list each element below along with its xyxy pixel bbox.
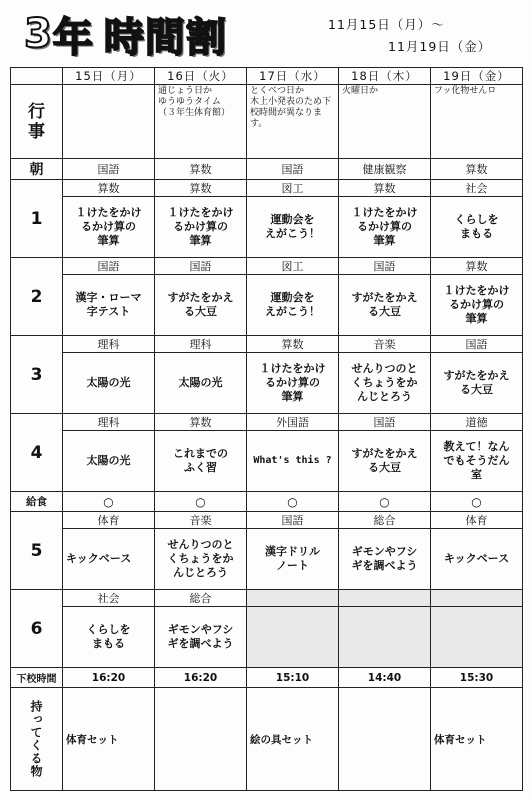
lunch-mark: ○ [339, 492, 431, 512]
lunch-mark: ○ [155, 492, 247, 512]
bring-item: 体育セット [431, 688, 523, 791]
period-subject: 体育 [63, 512, 155, 529]
period-subject: 図工 [247, 258, 339, 275]
period-topic: 運動会を えがこう！ [247, 275, 339, 336]
period-topic: 太陽の光 [63, 431, 155, 492]
period-subject: 算数 [155, 414, 247, 431]
corner-cell [11, 68, 63, 85]
period-topic: １けたをかけ るかけ算の 筆算 [155, 197, 247, 258]
period-subject: 理科 [63, 414, 155, 431]
day-header: 16日（火） [155, 68, 247, 85]
dismissal-time: 16:20 [155, 668, 247, 688]
lunch-mark: ○ [63, 492, 155, 512]
period-topic: くらしを まもる [63, 607, 155, 668]
title-jikanwari: 時間割 [103, 14, 227, 61]
period-topic: ギモンやフシ ギを調べよう [339, 529, 431, 590]
period-number: 3 [11, 336, 63, 414]
period-subject [339, 590, 431, 607]
period-subject: 算数 [63, 180, 155, 197]
day-header: 15日（月） [63, 68, 155, 85]
period-topic: キックベース [63, 529, 155, 590]
row-label-motte [11, 688, 63, 791]
period-topic: １けたをかけ るかけ算の 筆算 [339, 197, 431, 258]
period-subject: 音楽 [155, 512, 247, 529]
period-subject: 総合 [155, 590, 247, 607]
period-number: 6 [11, 590, 63, 668]
row-label-motte-text: 持ってくる物 [29, 700, 43, 778]
period-subject [431, 590, 523, 607]
dismissal-time: 15:30 [431, 668, 523, 688]
row-label-gekou: 下校時間 [11, 668, 63, 688]
week-range [328, 14, 491, 58]
period-subject: 体育 [431, 512, 523, 529]
day-header: 18日（木） [339, 68, 431, 85]
row-label-gyouji: 行 事 [11, 85, 63, 159]
period-subject: 算数 [431, 258, 523, 275]
period-topic: １けたをかけ るかけ算の 筆算 [63, 197, 155, 258]
morning-subject: 国語 [247, 159, 339, 180]
period-number: 4 [11, 414, 63, 492]
period-topic: すがたをかえ る大豆 [431, 353, 523, 414]
lunch-mark: ○ [431, 492, 523, 512]
period-topic: ギモンやフシ ギを調べよう [155, 607, 247, 668]
period-topic: キックベース [431, 529, 523, 590]
event-cell [63, 85, 155, 159]
period-topic: 太陽の光 [155, 353, 247, 414]
period-topic [339, 607, 431, 668]
period-subject: 理科 [63, 336, 155, 353]
dismissal-time: 14:40 [339, 668, 431, 688]
period-subject: 国語 [339, 414, 431, 431]
period-topic: 漢字ドリル ノート [247, 529, 339, 590]
period-subject: 理科 [155, 336, 247, 353]
event-cell: 通じょう日か ゆうゆうタイム （３年生体育館） [155, 85, 247, 159]
week-end: 11月19日（金） [388, 39, 492, 54]
period-subject: 社会 [431, 180, 523, 197]
week-start: 11月15日（月）～ [328, 17, 445, 32]
row-label-asa: 朝 [11, 159, 63, 180]
period-topic: １けたをかけ るかけ算の 筆算 [431, 275, 523, 336]
event-cell: フッ化物せんロ [431, 85, 523, 159]
dismissal-time: 16:20 [63, 668, 155, 688]
period-topic: すがたをかえ る大豆 [155, 275, 247, 336]
period-subject: 国語 [155, 258, 247, 275]
title-grade: 3 [24, 11, 53, 57]
period-number: 2 [11, 258, 63, 336]
period-topic: １けたをかけ るかけ算の 筆算 [247, 353, 339, 414]
period-topic: 太陽の光 [63, 353, 155, 414]
period-subject: 国語 [247, 512, 339, 529]
period-topic: What's this ? [247, 431, 339, 492]
morning-subject: 健康観察 [339, 159, 431, 180]
title-nen: 年 [52, 14, 94, 61]
period-subject: 算数 [247, 336, 339, 353]
period-number: 5 [11, 512, 63, 590]
event-cell: 火曜日か [339, 85, 431, 159]
period-subject: 社会 [63, 590, 155, 607]
period-topic: 漢字・ローマ 字テスト [63, 275, 155, 336]
period-topic: せんりつのと くちょうをか んじとろう [155, 529, 247, 590]
morning-subject: 算数 [155, 159, 247, 180]
period-topic: すがたをかえ る大豆 [339, 275, 431, 336]
day-header: 19日（金） [431, 68, 523, 85]
period-topic: 教えて！なん でもそうだん 室 [431, 431, 523, 492]
bring-item: 体育セット [63, 688, 155, 791]
period-topic: 運動会を えがこう！ [247, 197, 339, 258]
period-topic [247, 607, 339, 668]
morning-subject: 算数 [431, 159, 523, 180]
morning-subject: 国語 [63, 159, 155, 180]
period-subject: 国語 [431, 336, 523, 353]
period-subject: 算数 [155, 180, 247, 197]
bring-item [339, 688, 431, 791]
period-subject: 国語 [339, 258, 431, 275]
period-subject: 道徳 [431, 414, 523, 431]
lunch-mark: ○ [247, 492, 339, 512]
period-subject: 音楽 [339, 336, 431, 353]
period-subject: 図工 [247, 180, 339, 197]
bring-item [155, 688, 247, 791]
period-subject: 総合 [339, 512, 431, 529]
period-topic [431, 607, 523, 668]
day-header: 17日（水） [247, 68, 339, 85]
event-cell: とくべつ日か 木上小発表のため下 校時間が異なりま す。 [247, 85, 339, 159]
period-subject [247, 590, 339, 607]
period-topic: これまでの ふく習 [155, 431, 247, 492]
period-topic: くらしを まもる [431, 197, 523, 258]
dismissal-time: 15:10 [247, 668, 339, 688]
row-label-kyushoku: 給食 [11, 492, 63, 512]
period-topic: すがたをかえ る大豆 [339, 431, 431, 492]
timetable [10, 67, 523, 791]
period-subject: 外国語 [247, 414, 339, 431]
period-number: 1 [11, 180, 63, 258]
page-title [24, 8, 227, 60]
period-topic: せんりつのと くちょうをか んじとろう [339, 353, 431, 414]
period-subject: 国語 [63, 258, 155, 275]
bring-item: 絵の具セット [247, 688, 339, 791]
period-subject: 算数 [339, 180, 431, 197]
